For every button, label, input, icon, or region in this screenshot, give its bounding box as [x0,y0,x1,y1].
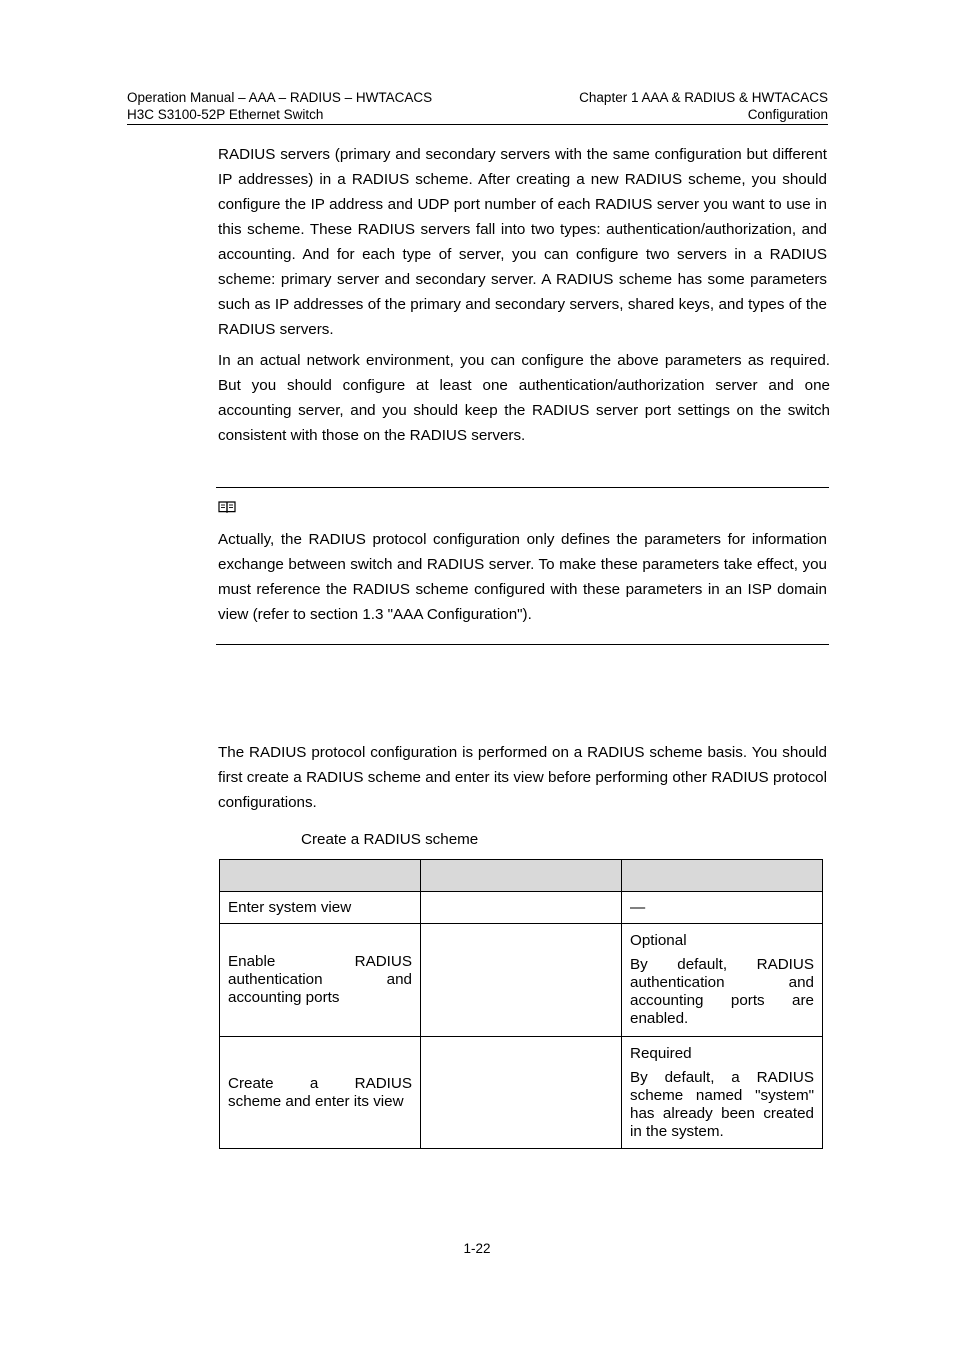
table-cell-operation [220,1037,421,1149]
table-cell-description [622,892,823,924]
table-header-description [622,860,823,892]
cell-line: authentication and [228,971,412,988]
cell-line: accounting ports [228,989,340,1006]
table-cell-command [421,1037,622,1149]
table-caption: Create a RADIUS scheme [301,831,479,848]
section-paragraph: The RADIUS protocol configuration is performed on a RADIUS scheme basis. You should first create a RADIUS scheme and enter its view before performing other RADIUS protocol configurations. [218,744,827,811]
chapter-title: Chapter 1 AAA & RADIUS & HWTACACS [579,90,828,105]
table-cell-description [622,924,823,1037]
note-bottom-divider [216,644,829,645]
table-header-operation [220,860,421,892]
table-row [220,1037,823,1149]
table-cell-command [421,892,622,924]
cell-line: Enter system view [228,898,352,916]
cell-line: By default, RADIUS [630,956,814,973]
cell-title: Required [630,1044,692,1062]
note-text: Actually, the RADIUS protocol configuration only defines the parameters for information exchange between switch and RADIUS server. To make these parameters take effect, you must reference the RADIUS scheme configured with these parameters in an ISP domain view (refer to section 1.3 "AAA Configuration"). [218,531,827,623]
table-cell-description [622,1037,823,1149]
product-name: H3C S3100-52P Ethernet Switch [127,106,324,122]
body-paragraph-1: RADIUS servers (primary and secondary servers with the same configuration but different IP addresses) in a RADIUS scheme. After creating a new RADIUS scheme, you should configure the IP address and UDP port number of each RADIUS server you want to use in this scheme. These RADIUS servers fall into two types: authentication/authorization, and accounting. And for each type of server, you can configure two servers in a RADIUS scheme: primary server and secondary server. A RADIUS scheme has some parameters such as IP addresses of the primary and secondary servers, shared keys, and types of the RADIUS servers. [218,146,827,338]
cell-line: scheme named "system" [630,1086,814,1104]
table-cell-operation [220,924,421,1037]
cell-title: — [630,898,646,916]
cell-title: Optional [630,932,687,949]
table-cell-operation [220,892,421,924]
cell-line: By default, a RADIUS [630,1068,814,1086]
running-header-left [127,90,432,123]
header-divider [127,124,828,125]
table-header-command [421,860,622,892]
cell-line: Enable RADIUS [228,953,412,970]
table-cell-command [421,924,622,1037]
chapter-subtitle: Configuration [747,106,828,122]
cell-line: enabled. [630,1010,689,1027]
cell-line: in the system. [630,1122,724,1140]
config-table [219,859,823,1149]
table-header-row [220,860,823,892]
cell-line: has already been created [630,1104,814,1122]
table-row [220,892,823,924]
body-paragraph-2: In an actual network environment, you can configure the above parameters as required. But you should configure at least one authentication/authorization server and one accounting server, and you should keep the RADIUS server port settings on the switch consistent with those on the RADIUS servers. [218,352,830,444]
cell-line: Create a RADIUS [228,1074,412,1092]
cell-line: scheme and enter its view [228,1092,404,1110]
manual-title: Operation Manual – AAA – RADIUS – HWTACACS [127,90,433,105]
book-icon [218,500,236,514]
table-row [220,924,823,1037]
cell-line: accounting ports are [630,992,814,1009]
cell-line: authentication and [630,974,814,991]
note-top-divider [216,487,829,488]
running-header-right [579,90,828,123]
page-number: 1-22 [463,1241,491,1256]
